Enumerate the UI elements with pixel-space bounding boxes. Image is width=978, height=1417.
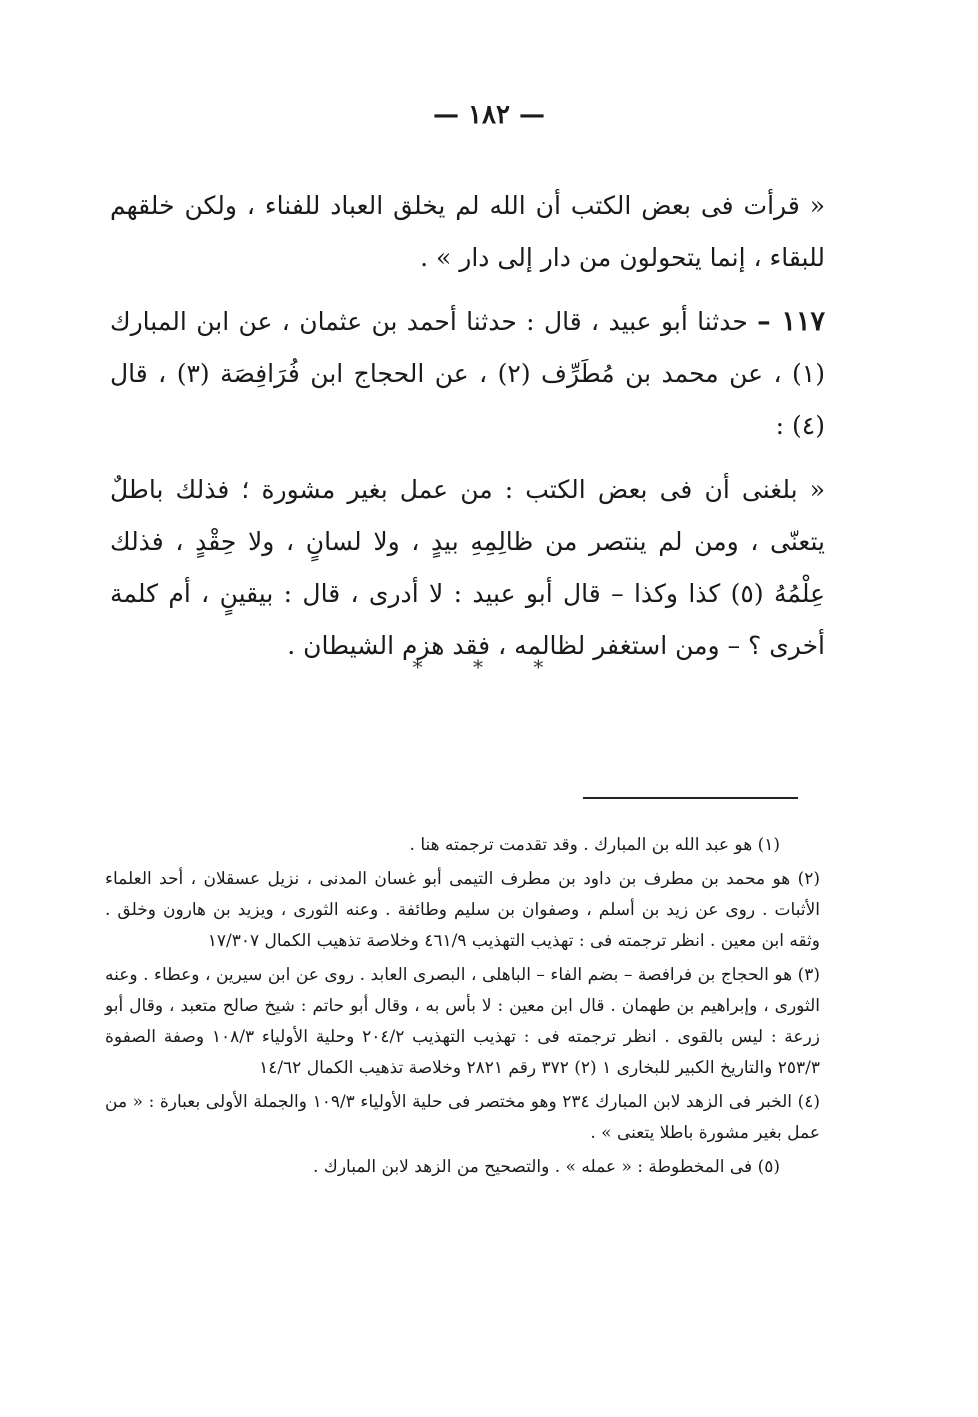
footnotes [105, 830, 820, 1186]
hadith-chain: حدثنا أبو عبيد ، قال : حدثنا أحمد بن عثمان ، عن ابن المبارك (١) ، عن محمد بن مُطَرِّف (٢) ، عن الحجاج ابن فُرَافِصَة (٣) ، قال (٤) : [110, 307, 825, 440]
footnote-2: (٢) هو محمد بن مطرف بن داود بن مطرف التيمى أبو غسان المدنى ، نزيل عسقلان ، أحد العلماء الأثبات . روى عن زيد بن أسلم ، وصفوان بن سليم وطائفة . وعنه الثورى ، ويزيد بن هارون وخلق . وثقه ابن معين . انظر ترجمته فى : تهذيب التهذيب ٤٦١/٩ وخلاصة تذهيب الكمال ١٧/٣٠٧ [105, 869, 820, 951]
quote-paragraph: « قرأت فى بعض الكتب أن الله لم يخلق العباد للفناء ، ولكن خلقهم للبقاء ، إنما يتحولون من دار إلى دار » . [110, 191, 825, 272]
section-divider-stars: * * * [412, 655, 566, 679]
hadith-number: ١١٧ – [757, 306, 825, 337]
footnote-3: (٣) هو الحجاج بن فرافصة – بضم الفاء – الباهلى ، البصرى العابد . روى عن ابن سيرين ، وعطاء . وعنه الثورى ، وإبراهيم بن طهمان . قال ابن معين : لا بأس به ، وقال أبو حاتم : شيخ صالح متعبد ، وقال أبو زرعة : ليس بالقوى . انظر ترجمته فى : تهذيب التهذيب ٢٠٤/٢ وحلية الأولياء ١٠٨/٣ وصفة الصفوة ٢٥٣/٣ والتاريخ الكبير للبخارى ١ (٢) ٣٧٢ رقم ٢٨٢١ وخلاصة تذهيب الكمال ١٤/٦٢ [105, 965, 820, 1078]
footnote-4: (٤) الخبر فى الزهد لابن المبارك ٢٣٤ وهو مختصر فى حلية الأولياء ١٠٩/٣ والجملة الأولى بعبارة : « من عمل بغير مشورة باطلا يتعنى » . [105, 1092, 820, 1143]
main-text [110, 180, 825, 684]
hadith-body-paragraph: « بلغنى أن فى بعض الكتب : من عمل بغير مشورة ؛ فذلك باطلٌ يتعنّى ، ومن لم ينتصر من ظالِمِهِ بيدٍ ، ولا لسانٍ ، ولا حِقْدٍ ، فذلك عِلْمُهُ (٥) كذا وكذا – قال أبو عبيد : لا أدرى ، قال : بيقينٍ ، أم كلمة أخرى ؟ – ومن استغفر لظالمه ، فقد هزم الشيطان . [110, 475, 826, 660]
page-number: — ١٨٢ — [432, 100, 546, 130]
footnote-5: (٥) فى المخطوطة : « عمله » . والتصحيح من الزهد لابن المبارك . [313, 1157, 780, 1177]
footnote-separator [583, 797, 798, 799]
footnote-1: (١) هو عبد الله بن المبارك . وقد تقدمت ترجمته هنا . [409, 835, 780, 855]
hadith-paragraph [110, 296, 825, 452]
